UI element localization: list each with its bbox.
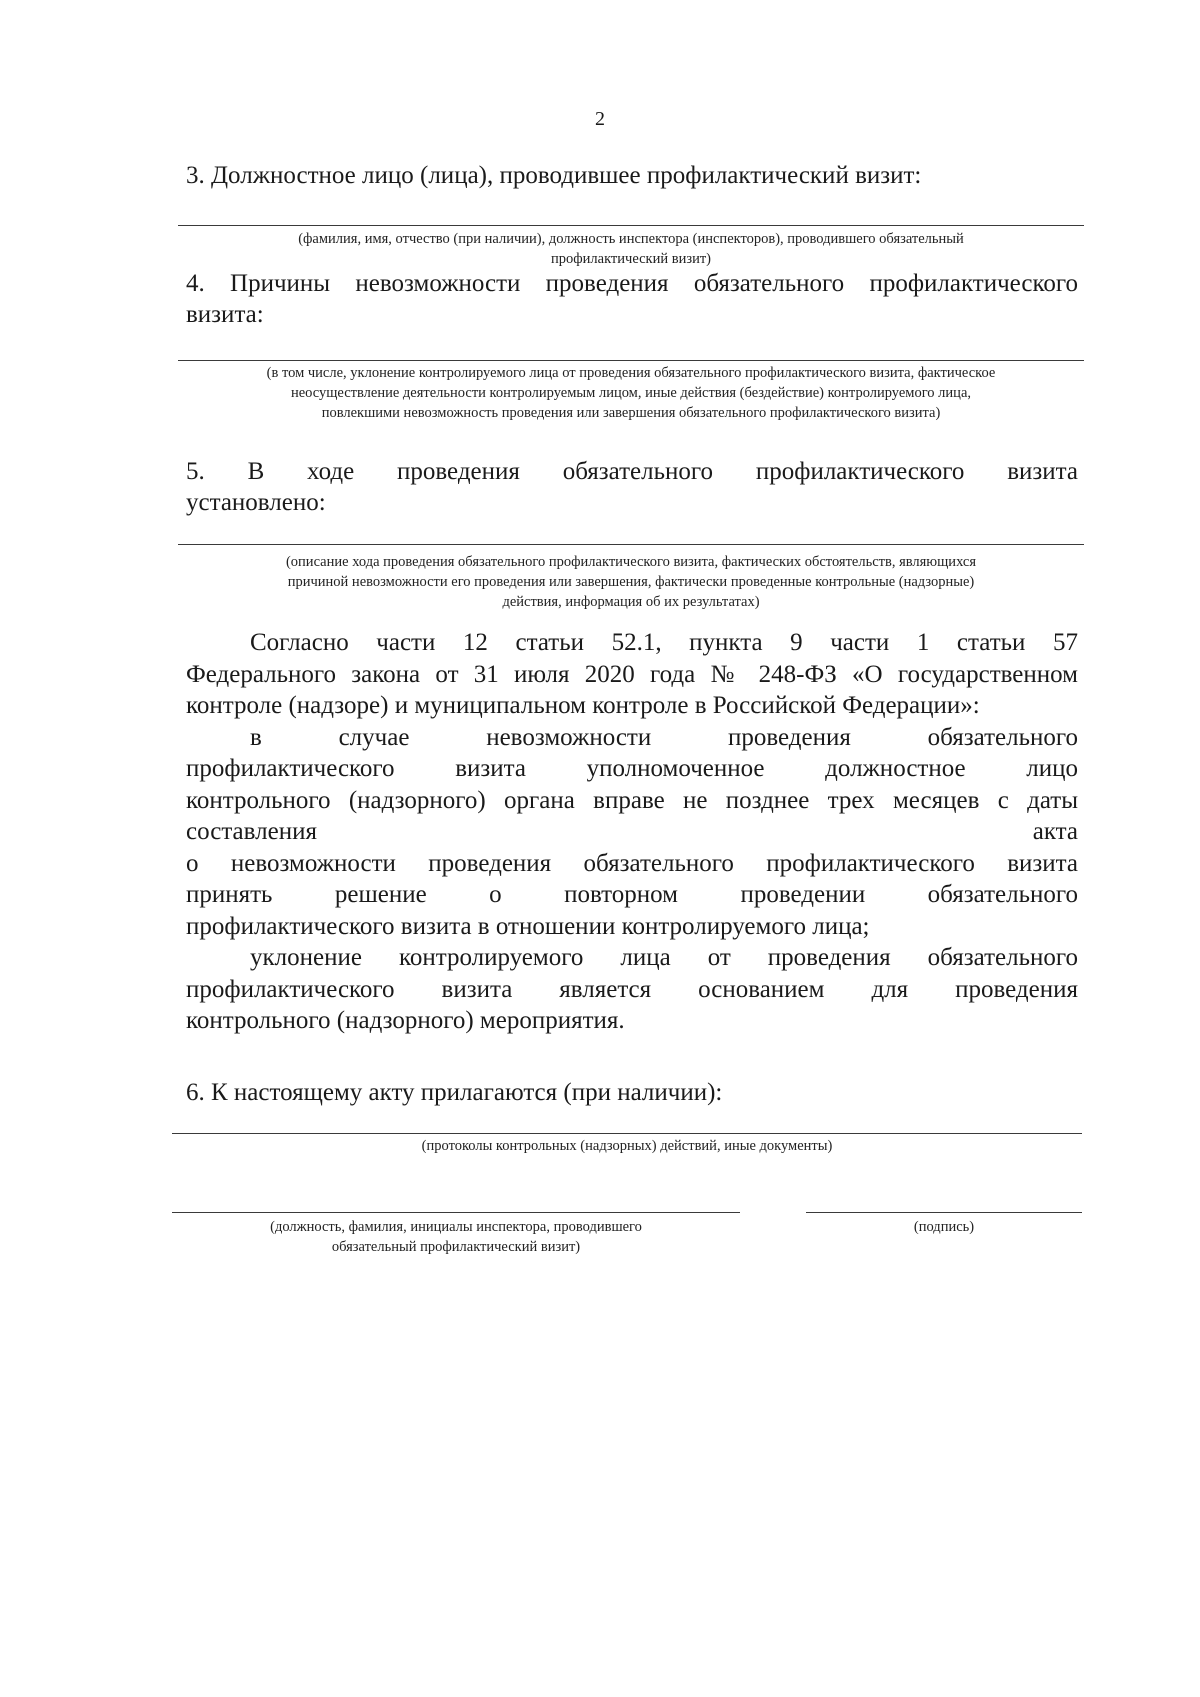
caption-line: (описание хода проведения обязательного профилактического визита, фактических обстоятельств, являющихся: [285, 554, 977, 570]
heading-line: 4. Причины невозможности проведения обязательного профилактического: [186, 270, 1078, 297]
caption-line: действия, информация об их результатах): [502, 594, 760, 610]
caption-line: повлекшими невозможность проведения или завершения обязательного профилактического визита): [321, 405, 941, 421]
law-line: контрольного (надзорного) органа вправе не позднее трех месяцев с даты: [186, 786, 1078, 814]
law-line: Согласно части 12 статьи 52.1, пункта 9 части 1 статьи 57: [250, 629, 1078, 656]
heading-line: установлено:: [186, 489, 326, 516]
inspector-name-line: [172, 1212, 740, 1213]
section-3-heading: 3. Должностное лицо (лица), проводившее профилактический визит:: [186, 162, 922, 189]
law-line: принять решение о повторном проведении обязательного: [186, 881, 1078, 908]
signature-line: [806, 1212, 1082, 1213]
section-5-fill-line: [178, 544, 1084, 545]
caption-line: (фамилия, имя, отчество (при наличии), должность инспектора (инспекторов), проводившего обязательный: [298, 231, 964, 247]
law-line: контроле (надзоре) и муниципальном контроле в Российской Федерации»:: [186, 692, 980, 719]
law-line: Федерального закона от 31 июля 2020 года № 248-ФЗ «О государственном: [186, 660, 1078, 688]
law-line: уклонение контролируемого лица от проведения обязательного: [250, 944, 1078, 971]
caption-line: обязательный профилактический визит): [331, 1239, 581, 1255]
signature-caption: (подпись): [913, 1219, 975, 1235]
law-line: в случае невозможности проведения обязательного: [250, 723, 1078, 751]
heading-line: визита:: [186, 301, 264, 328]
law-line: профилактического визита является основанием для проведения: [186, 975, 1078, 1003]
law-line: составления акта: [186, 818, 1078, 845]
section-4-fill-line: [178, 360, 1084, 361]
caption-line: (должность, фамилия, инициалы инспектора, проводившего: [270, 1219, 642, 1235]
law-text: [186, 627, 1078, 1037]
heading-line: 5. В ходе проведения обязательного профилактического визита: [186, 458, 1078, 485]
law-line: профилактического визита в отношении контролируемого лица;: [186, 912, 870, 940]
caption-line: причиной невозможности его проведения или завершения, фактически проведенные контрольные (надзорные): [287, 574, 975, 590]
section-5-caption: [178, 552, 1084, 612]
section-3-caption: [178, 229, 1084, 269]
section-4-caption: [178, 363, 1084, 423]
caption-line: (в том числе, уклонение контролируемого лица от проведения обязательного профилактического визита, фактическое: [266, 365, 996, 381]
section-6-caption: (протоколы контрольных (надзорных) действий, иные документы): [421, 1138, 833, 1154]
section-5-heading: [186, 456, 1078, 518]
inspector-caption: [172, 1217, 740, 1257]
section-6-fill-line: [172, 1133, 1082, 1134]
section-4-heading: [186, 268, 1078, 330]
law-line: контрольного (надзорного) мероприятия.: [186, 1007, 625, 1034]
caption-line: профилактический визит): [550, 251, 711, 267]
law-line: о невозможности проведения обязательного профилактического визита: [186, 849, 1078, 877]
caption-line: неосуществление деятельности контролируемым лицом, иные действия (бездействие) контролируемого лица,: [290, 385, 972, 401]
law-line: профилактического визита уполномоченное должностное лицо: [186, 755, 1078, 782]
section-3-fill-line: [178, 225, 1084, 226]
section-6-heading: 6. К настоящему акту прилагаются (при наличии):: [186, 1079, 723, 1106]
page-number: 2: [595, 108, 605, 130]
